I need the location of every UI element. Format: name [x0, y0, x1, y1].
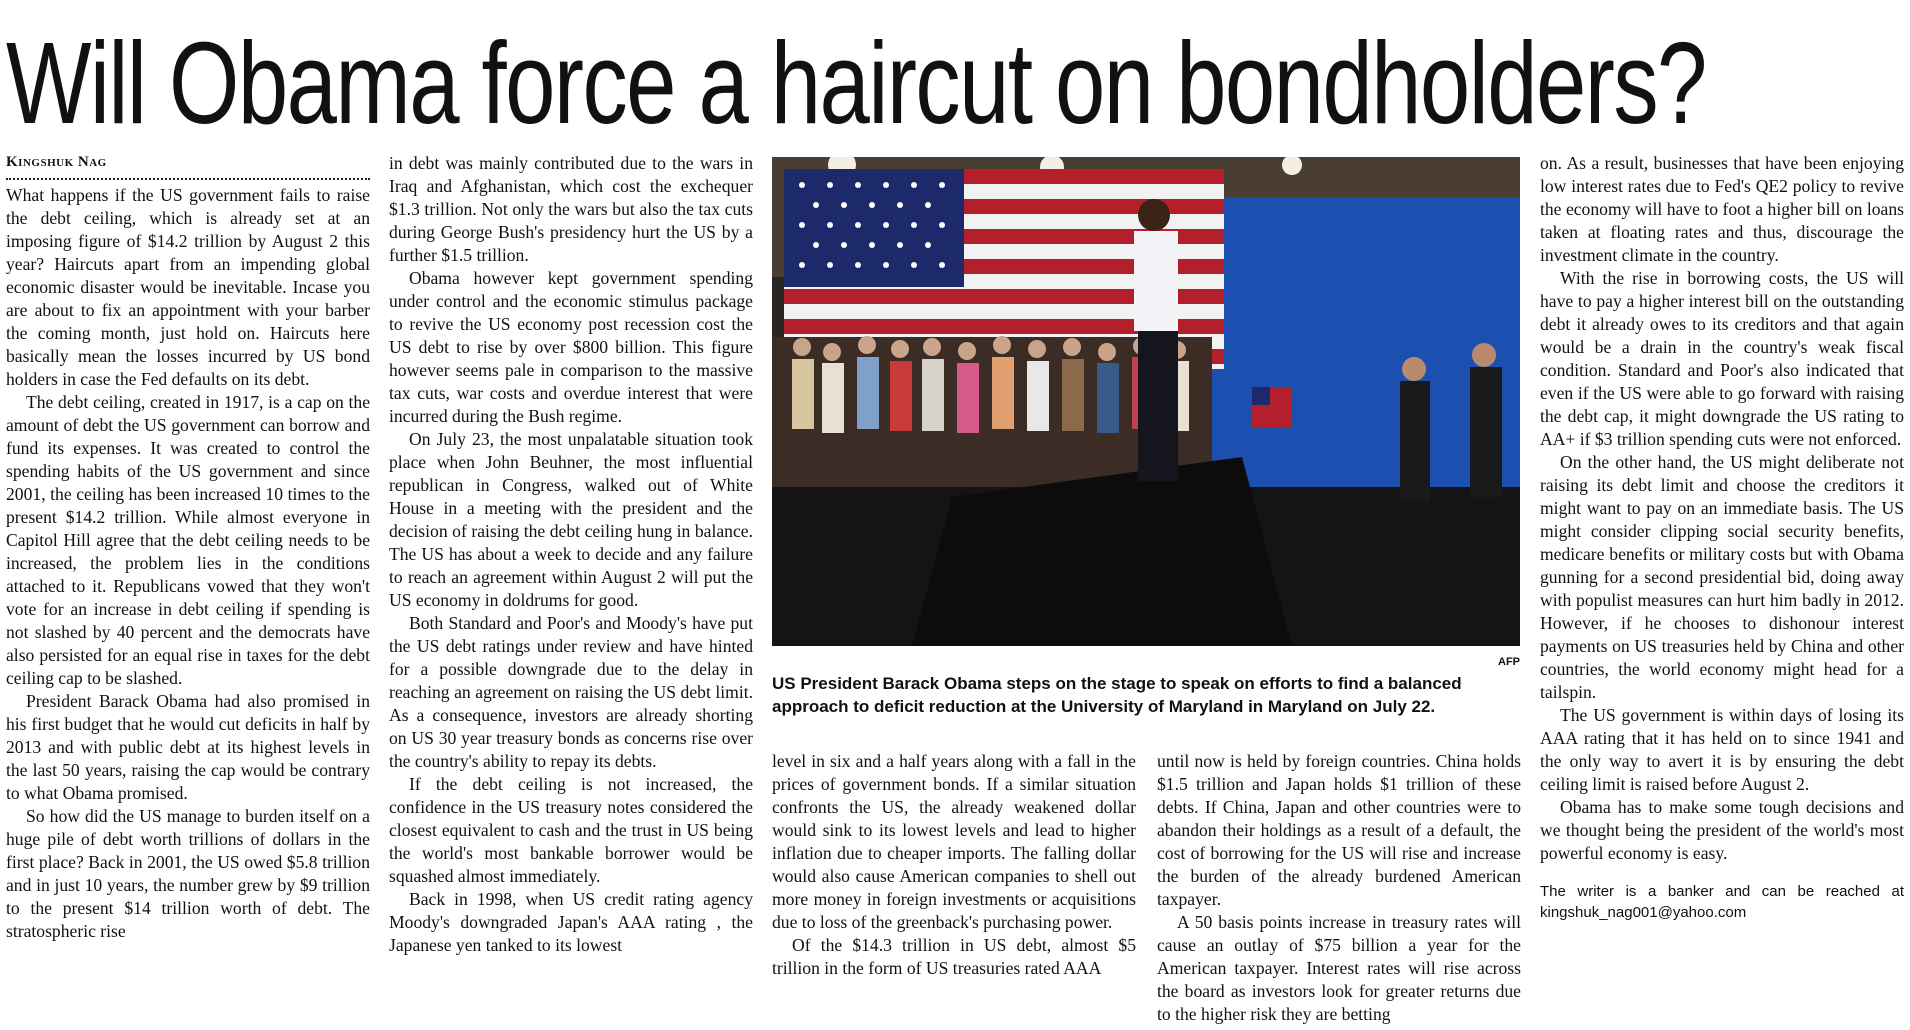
photo-credit: AFP	[1498, 656, 1520, 668]
writer-note: The writer is a banker and can be reached at kingshuk_nag001@yahoo.com	[1540, 883, 1904, 921]
photo-image	[772, 157, 1520, 646]
paragraph: So how did the US manage to burden itself on a huge pile of debt worth trillions of dollars in the first place? Back in 2001, the US owed $5.8 trillion and in just 10 years, the number grew by $9 trillion to the present $14 trillion worth of debt. The stratospheric rise	[6, 806, 370, 941]
paragraph: On July 23, the most unpalatable situation took place when John Beuhner, the most influential republican in Congress, walked out of White House in a meeting with the president and the decision of raising the debt ceiling hung in balance. The US has about a week to decide and any failure to reach an agreement within August 2 will put the US economy in doldrums for good.	[389, 429, 753, 610]
byline-divider	[6, 178, 370, 180]
paragraph: until now is held by foreign countries. China holds $1.5 trillion and Japan holds $1 trillion of these debts. If China, Japan and other countries were to abandon their holdings as a result of a default, the cost of borrowing for the US will rise and increase the burden of the already burdened American taxpayer.	[1157, 751, 1521, 909]
paragraph: President Barack Obama had also promised in his first budget that he would cut deficits in half by 2013 and with public debt at its highest levels in the last 50 years, raising the cap would be contrary to what Obama promised.	[6, 691, 370, 803]
paragraph: Obama however kept government spending under control and the economic stimulus package to revive the US economy post recession cost the US debt to rise by over $800 billion. This figure however seems pale in comparison to the massive tax cuts, war costs and overdue interest that were incurred during the Bush regime.	[389, 268, 753, 426]
news-photo	[772, 157, 1520, 646]
paragraph: Of the $14.3 trillion in US debt, almost $5 trillion in the form of US treasuries rated AAA	[772, 935, 1136, 978]
paragraph: What happens if the US government fails to raise the debt ceiling, which is already set at an imposing figure of $14.2 trillion by August 2 this year? Haircuts apart from an impending global economic disaster would be inevitable. Incase you are about to fix an appointment with your barber the coming month, just hold on. Haircuts here basically mean the losses incurred by US bond holders in case the Fed defaults on its debt.	[6, 185, 370, 389]
paragraph: The US government is within days of losing its AAA rating that it has held on to since 1941 and the only way to avert it is by ensuring the debt ceiling limit is raised before August 2.	[1540, 705, 1904, 794]
paragraph: level in six and a half years along with a fall in the prices of government bonds. If a similar situation confronts the US, the already weakened dollar would sink to its lowest levels and lead to higher inflation due to cheaper imports. The falling dollar would also cause American companies to shell out more money in foreign investments or acquisitions due to loss of the greenback's purchasing power.	[772, 751, 1136, 932]
paragraph: on. As a result, businesses that have been enjoying low interest rates due to Fed's QE2 policy to revive the economy will have to foot a higher bill on loans taken at floating rates and thus, discourage the investment climate in the country.	[1540, 153, 1904, 265]
photo-caption: US President Barack Obama steps on the stage to speak on efforts to find a balanced approach to deficit reduction at the University of Maryland in Maryland on July 22.	[772, 674, 1462, 716]
article-column-2	[389, 152, 753, 957]
paragraph: The debt ceiling, created in 1917, is a cap on the amount of debt the US government can borrow and fund its expenses. It was created to control the spending habits of the US government and since 2001, the ceiling has been increased 10 times to the present $14.2 trillion. While almost everyone in Capitol Hill agree that the debt ceiling needs to be increased, the problem lies in the conditions attached to it. Republicans vowed that they won't vote for an increase in debt ceiling if spending is not slashed by 40 percent and the democrats have also persisted for an equal rise in taxes for the debt ceiling cap to be slashed.	[6, 392, 370, 688]
byline: Kingshuk Nag	[6, 154, 107, 170]
paragraph: Back in 1998, when US credit rating agency Moody's downgraded Japan's AAA rating , the Japanese yen tanked to its lowest	[389, 889, 753, 955]
paragraph: With the rise in borrowing costs, the US will have to pay a higher interest bill on the outstanding debt it already owes to its creditors and that again would be a drain in the country's weak fiscal condition. Standard and Poor's also indicated that even if the US were able to go forward with raising the debt cap, it might downgrade the US rating to AA+ if $3 trillion spending cuts were not enforced.	[1540, 268, 1904, 449]
paragraph: If the debt ceiling is not increased, the confidence in the US treasury notes considered the closest equivalent to cash and the trust in US being the world's most bankable borrower would be squashed almost immediately.	[389, 774, 753, 886]
article-column-3	[772, 750, 1136, 980]
article-column-5	[1540, 152, 1904, 923]
paragraph: in debt was mainly contributed due to the wars in Iraq and Afghanistan, which cost the exchequer $1.3 trillion. Not only the wars but also the tax cuts during George Bush's presidency hurt the US by a further $1.5 trillion.	[389, 153, 753, 265]
paragraph: A 50 basis points increase in treasury rates will cause an outlay of $75 billion a year for the American taxpayer. Interest rates will rise across the board as investors look for greater returns due to the higher risk they are betting	[1157, 912, 1521, 1024]
paragraph: Both Standard and Poor's and Moody's have put the US debt ratings under review and have hinted for a possible downgrade due to the delay in reaching an agreement on raising the US debt limit. As a consequence, investors are already shorting on US 30 year treasury bonds as concerns rise over the country's ability to repay its debts.	[389, 613, 753, 771]
paragraph: On the other hand, the US might deliberate not raising its debt limit and choose the creditors it might want to pay on an immediate basis. The US might consider clipping social security benefits, medicare benefits or military costs but with Obama gunning for a second presidential bid, doing away with populist measures can hurt him badly in 2012. However, if he chooses to dishonour interest payments on US treasuries held by China and other countries, the world economy might head for a tailspin.	[1540, 452, 1904, 702]
paragraph: Obama has to make some tough decisions and we thought being the president of the world's most powerful economy is easy.	[1540, 797, 1904, 863]
article-column-4	[1157, 750, 1521, 1026]
headline: Will Obama force a haircut on bondholders?	[6, 18, 1706, 148]
article-column-1	[6, 152, 370, 943]
